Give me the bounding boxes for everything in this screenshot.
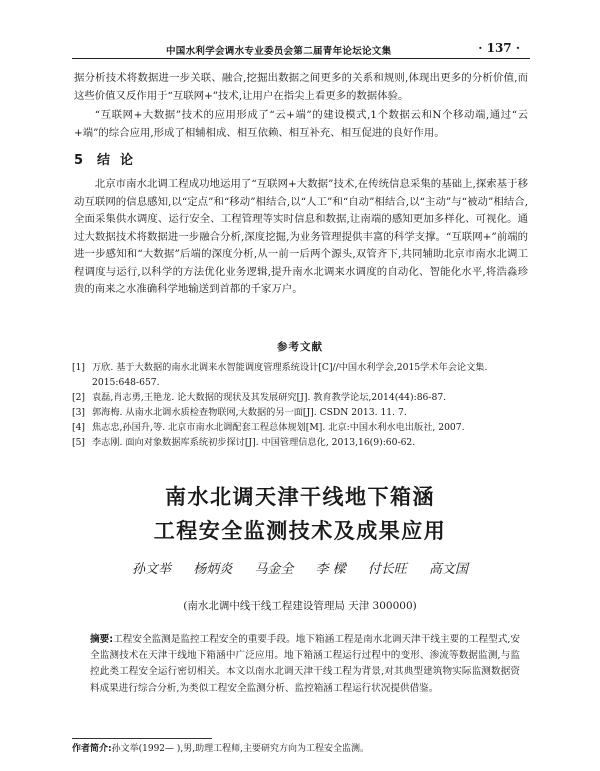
author-name: 杨炳炎 xyxy=(193,562,233,577)
header-divider xyxy=(72,58,530,59)
author-name: 李 樑 xyxy=(315,562,346,577)
article-title-line-1: 南水北调天津干线地下箱涵 xyxy=(165,485,435,509)
reference-item xyxy=(72,390,532,405)
reference-text: 李志刚. 面向对象数据库系统初步探讨[J]. 中国管理信息化, 2013,16(9):60-62. xyxy=(92,437,416,448)
footnote-divider xyxy=(72,738,212,739)
reference-item xyxy=(72,435,532,450)
reference-number: [5] xyxy=(72,437,86,448)
reference-text: 郭海梅. 从南水北调水质检查物联网,大数据的另一面[J]. CSDN 2013. 11. 7. xyxy=(92,407,407,418)
section-number: 5 xyxy=(74,153,84,168)
reference-number: [2] xyxy=(72,392,86,403)
footnote-label: 作者简介: xyxy=(72,744,112,754)
author-footnote xyxy=(72,741,369,754)
article-title xyxy=(0,480,600,548)
author-name: 付长旺 xyxy=(367,562,407,577)
author-name: 孙文举 xyxy=(132,562,172,577)
reference-number: [1] xyxy=(72,362,86,373)
abstract-label: 摘要: xyxy=(90,634,114,645)
reference-number: [4] xyxy=(72,422,86,433)
footnote-text: 孙文举(1992— ),男,助理工程师,主要研究方向为工程安全监测。 xyxy=(111,744,369,754)
section-heading xyxy=(74,149,143,168)
body-paragraph-1: 据分析技术将数据进一步关联、融合,挖掘出数据之间更多的关系和规则,体现出更多的分析价值,而这些价值又反作用于“互联网+”技术,让用户在指尖上看更多的数据体验。 xyxy=(74,72,528,102)
author-list xyxy=(0,558,600,577)
abstract xyxy=(90,632,520,697)
reference-item xyxy=(72,360,532,390)
reference-text: 万欣. 基于大数据的南水北调来水智能调度管理系统设计[C]//中国水利学会,2015学术年会论文集. 2015:648-657. xyxy=(92,362,488,388)
reference-item xyxy=(72,405,532,420)
article-title-line-2: 工程安全监测技术及成果应用 xyxy=(153,519,447,543)
author-name: 高文国 xyxy=(428,562,468,577)
references-list xyxy=(72,360,532,450)
reference-text: 焦志忠,孙国升,等. 北京市南水北调配套工程总体规划[M]. 北京:中国水利水电出版社, 2007. xyxy=(92,422,465,433)
conclusion-paragraph: 北京市南水北调工程成功地运用了“互联网+大数据”技术,在传统信息采集的基础上,探索基于移动互联网的信息感知,以“定点”和“移动”相结合,以“人工”和“自动”相结合,以“主动”与“被动”相结合,全面采集供水调度、运行安全、工程管理等实时信息和数据,让南端的感知更加多样化、可视化。通过大数据技术将数据进一步融合分析,深度挖掘,为业务管理提供丰富的科学支撑。“互联网+”前端的进一步感知和“大数据”后端的深度分析,从一前一后两个源头,双管齐下,共同辅助北京市南水北调工程调度与运行,以科学的方法优化业务逻辑,提升南水北调来水调度的自动化、智能化水平,将浩淼珍贵的南来之水准确科学地输送到首都的千家万户。 xyxy=(74,178,528,295)
page-number: · 137 · xyxy=(478,41,520,55)
body-paragraph-2: “互联网+大数据”技术的应用形成了“云+端”的建设模式,1个数据云和N个移动端,通过“云+端”的综合应用,形成了相辅相成、相互依赖、相互补充、相互促进的良好作用。 xyxy=(74,109,528,139)
section-title: 结论 xyxy=(97,153,144,168)
references-heading: 参考文献 xyxy=(277,341,323,353)
page-header xyxy=(0,0,600,58)
author-name: 马金全 xyxy=(254,562,294,577)
affiliation: (南水北调中线干线工程建设管理局 天津 300000) xyxy=(183,600,417,612)
abstract-text: 工程安全监测是监控工程安全的重要手段。地下箱涵工程是南水北调天津干线主要的工程型式,安全监测技术在天津干线地下箱涵中广泛应用。地下箱涵工程运行过程中的变形、渗流等数据监测,与监控此类工程安全运行密切相关。本文以南水北调天津干线工程为背景,对其典型建筑物实际监测数据资料成果进行综合分析,为类似工程安全监测分析、监控箱涵工程运行状况提供借鉴。 xyxy=(90,634,520,694)
reference-text: 袁磊,肖志勇,王艳龙. 论大数据的现状及其发展研究[J]. 教育教学论坛,2014(44):86-87. xyxy=(92,392,447,403)
reference-item xyxy=(72,420,532,435)
reference-number: [3] xyxy=(72,407,86,418)
running-title: 中国水利学会调水专业委员会第二届青年论坛论文集 xyxy=(166,46,392,57)
